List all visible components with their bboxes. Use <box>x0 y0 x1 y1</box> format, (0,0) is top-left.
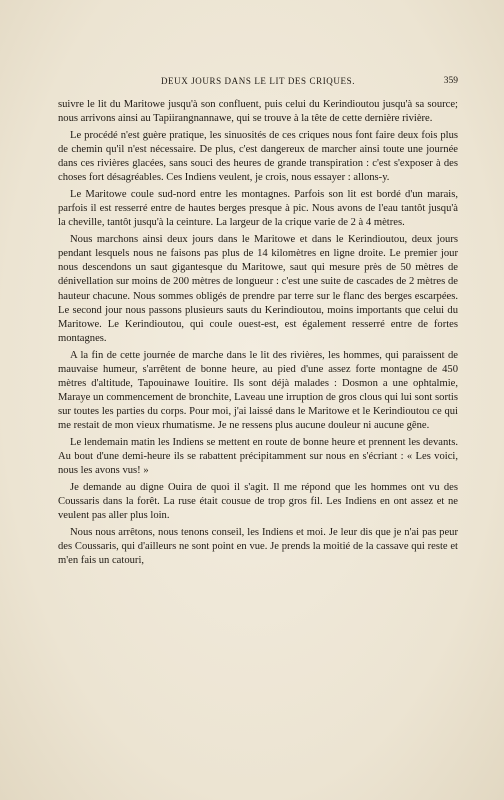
paragraph: A la fin de cette journée de marche dans le lit des rivières, les hommes, qui paraissent de mauvaise humeur, s'arrêtent de bonne heure, au pied d'une assez forte montagne de 450 mètres d'altitude, Tapouinawe Iouitire. Ils sont déjà malades : Dosmon a une ophtalmie, Maraye un commencement de bronchite, Laveau une irruption de gros clous qui lui sont sortis sur toutes les parties du corps. Pour moi, j'ai laissé dans le Maritowe et le Kerindioutou ce qui me restait de mon vieux rhumatisme. Je ne ressens plus aucune douleur ni aucune gêne. <box>58 349 458 432</box>
paragraph-continuation: suivre le lit du Maritowe jusqu'à son confluent, puis celui du Kerindioutou jusqu'à sa source; nous arrivons ainsi au Tapiirangnannawe, qui se trouve à la tête de cette dernière rivière. <box>58 99 458 125</box>
paragraph: Le Maritowe coule sud-nord entre les montagnes. Parfois son lit est bordé d'un marais, parfois il est resserré entre de hautes berges presque à pic. Nous avons de l'eau tantôt jusqu'à la cheville, tantôt jusqu'à la ceinture. La largeur de la crique varie de 2 à 4 mètres. <box>58 188 458 229</box>
paragraph: Je demande au digne Ouira de quoi il s'agit. Il me répond que les hommes ont vu des Coussaris dans la forêt. La ruse était cousue de trop gros fil. Les Indiens en ont assez et ne veulent pas aller plus loin. <box>58 482 458 522</box>
paragraph: Le procédé n'est guère pratique, les sinuosités de ces criques nous font faire deux fois plus de chemin qu'il n'est nécessaire. De plus, c'est dangereux de marcher ainsi toute une journée dans ces rivières glacées, sans souci des heures de grande transpiration : c'est s'exposer à des choses fort désagréables. Ces Indiens veulent, je crois, nous essayer : allons-y. <box>58 129 458 184</box>
page-header <box>58 76 458 90</box>
paragraph: Le lendemain matin les Indiens se mettent en route de bonne heure et prennent les devants. Au bout d'une demi-heure ils se rabattent précipitamment sur nous en s'écriant : « Les voici, nous les avons vus! » <box>58 437 458 477</box>
paragraph: Nous marchons ainsi deux jours dans le Maritowe et dans le Kerindioutou, deux jours pendant lesquels nous ne faisons pas plus de 14 kilomètres en ligne droite. Le premier jour nous descendons un saut gigantesque du Maritowe, saut qui mesure près de 50 mètres de dénivellation sur moins de 200 mètres de longueur : c'est une suite de cascades de 2 mètres de hauteur chacune. Nous sommes obligés de prendre par terre sur le flanc des berges escarpées. Le second jour nous passons plusieurs sauts du Kerindioutou, moins importants que celui du Maritowe. Le Kerindioutou, qui coule ouest-est, est également resserré entre de fortes montagnes. <box>58 233 458 344</box>
page-number: 359 <box>443 76 458 86</box>
running-title: DEUX JOURS DANS LE LIT DES CRIQUES. <box>160 76 356 86</box>
body-text <box>58 98 458 571</box>
paragraph: Nous nous arrêtons, nous tenons conseil, les Indiens et moi. Je leur dis que je n'ai pas peur des Coussaris, qui d'ailleurs ne sont point en vue. Je prends la moitié de la cassave qui reste et m'en fais un catouri, <box>58 527 458 567</box>
